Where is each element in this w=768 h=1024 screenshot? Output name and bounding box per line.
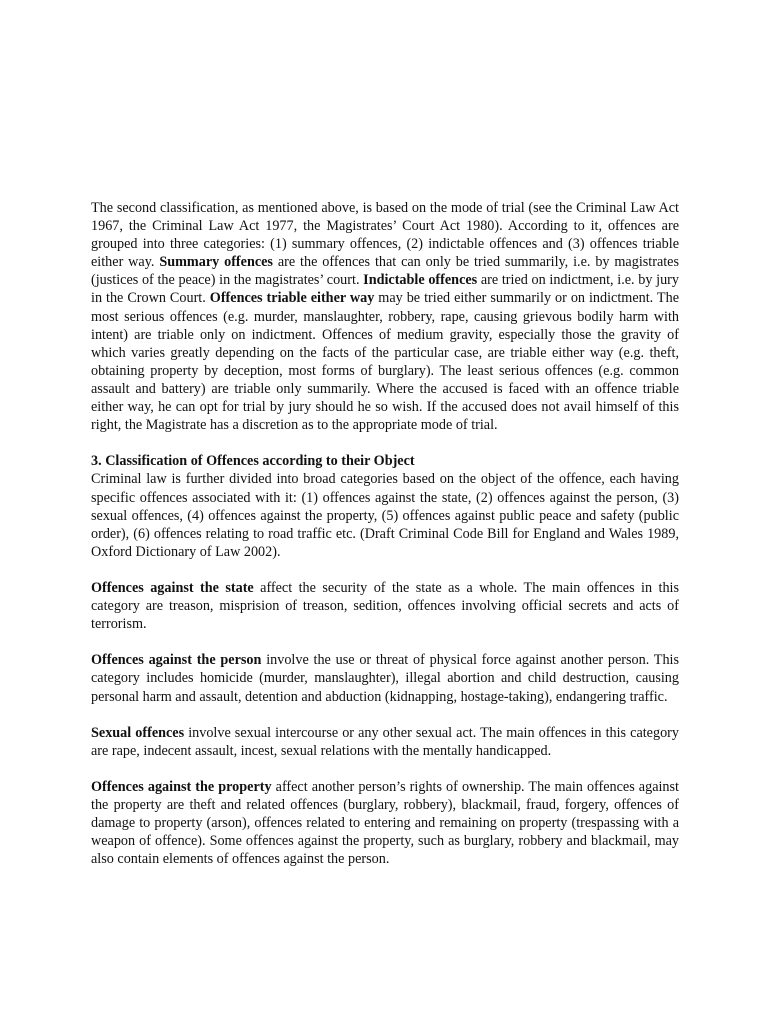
paragraph-text: affect another person’s rights of ownership. The main offences against the property are theft and related offences (burglary, robbery), blackmail, fraud, forgery, offences of damage to property (arson), offences related to entering and remaining on property (trespassing with a weapon of offence). Some offences against the property, such as burglary, robbery and blackmail, may also contain elements of offences against the person. <box>91 779 679 868</box>
paragraph-text: The second classification, as mentioned above, is based on the mode of trial (see the Criminal Law Act 1967, the Criminal Law Act 1977, the Magistrates’ Court Act 1980). According to it, offences are grouped into three categories: (1) summary offences, (2) indictable offences and (3) offences triable either way. <box>91 200 679 271</box>
offences-against-person-paragraph <box>91 651 679 705</box>
section-3-intro: Criminal law is further divided into broad categories based on the object of the offence, each having specific offences associated with it: (1) offences against the state, (2) offences against the person, (3) sexual offences, (4) offences against the property, (5) offences against public peace and safety (public order), (6) offences relating to road traffic etc. (Draft Criminal Code Bill for England and Wales 1989, Oxford Dictionary of Law 2002). <box>91 471 679 560</box>
paragraph-text: may be tried either summarily or on indictment. The most serious offences (e.g. murder, manslaughter, robbery, rape, causing grievous bodily harm with intent) are triable only on indictment. Offences of medium gravity, especially those the gravity of which varies greatly depending on the facts of the particular case, are triable either way (e.g. theft, obtaining property by deception, most forms of burglary). The least serious offences (e.g. common assault and battery) are triable only summarily. Where the accused is faced with an offence triable either way, he can opt for trial by jury should he so wish. If the accused does not avail himself of this right, the Magistrate has a discretion as to the appropriate mode of trial. <box>91 290 679 434</box>
term-sexual-offences: Sexual offences <box>91 724 185 741</box>
term-summary-offences: Summary offences <box>159 254 273 271</box>
document-page <box>91 199 679 868</box>
mode-of-trial-paragraph <box>91 199 679 434</box>
paragraph-text: affect the security of the state as a whole. The main offences in this category are treason, misprision of treason, sedition, offences involving official secrets and acts of terrorism. <box>91 579 680 633</box>
term-offences-triable-either-way: Offences triable either way <box>209 290 375 307</box>
term-offences-against-the-person: Offences against the person <box>91 652 262 669</box>
offences-against-state-paragraph <box>91 579 679 633</box>
paragraph-text: involve the use or threat of physical force against another person. This category includes homicide (murder, manslaughter), illegal abortion and child destruction, causing personal harm and assault, detention and abduction (kidnapping, hostage-taking), endangering traffic. <box>91 652 679 705</box>
term-offences-against-the-state: Offences against the state <box>91 579 254 596</box>
sexual-offences-paragraph <box>91 724 679 760</box>
term-offences-against-the-property: Offences against the property <box>91 779 272 795</box>
offences-against-property-paragraph <box>91 778 679 868</box>
paragraph-text: are the offences that can only be tried summarily, i.e. by magistrates (justices of the peace) in the magistrates’ court. <box>91 254 680 289</box>
paragraph-text: involve sexual intercourse or any other sexual act. The main offences in this category are rape, indecent assault, incest, sexual relations with the mentally handicapped. <box>91 724 679 759</box>
paragraph-text: are tried on indictment, i.e. by jury in the Crown Court. <box>91 272 679 307</box>
section-3-heading: 3. Classification of Offences according to their Object <box>91 453 415 470</box>
term-indictable-offences: Indictable offences <box>363 272 478 289</box>
